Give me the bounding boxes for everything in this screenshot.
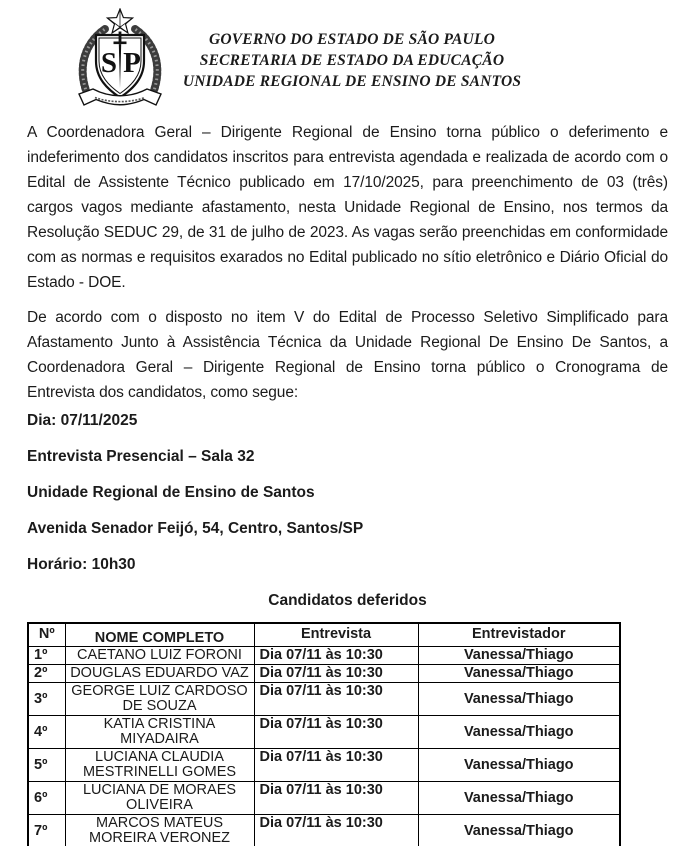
- detail-interview-room: Entrevista Presencial – Sala 32: [27, 448, 255, 465]
- candidate-interviewer: Vanessa/Thiago: [418, 647, 620, 665]
- candidate-interview: Dia 07/11 às 10:30: [254, 815, 418, 846]
- candidates-table-body: [28, 647, 620, 846]
- candidate-interviewer: Vanessa/Thiago: [418, 665, 620, 683]
- candidate-rank: 2º: [28, 665, 65, 683]
- column-header-interview: Entrevista: [254, 623, 418, 647]
- table-row: [28, 683, 620, 716]
- candidate-interviewer: Vanessa/Thiago: [418, 683, 620, 716]
- table-row: [28, 815, 620, 846]
- candidate-rank: 6º: [28, 782, 65, 815]
- paragraph-deferimento: A Coordenadora Geral – Dirigente Regional de Ensino torna público o deferimento e indeferimento dos candidatos inscritos para entrevista agendada e realizada de acordo com o Edital de Assistente Técnico publicado em 17/10/2025, para preenchimento de 03 (três) cargos vagos mediante afastamento, nesta Unidade Regional de Ensino, nos termos da Resolução SEDUC 29, de 31 de julho de 2023. As vagas serão preenchidas em conformidade com as normas e requisitos exarados no Edital publicado no sítio eletrônico e Diário Oficial do Estado - DOE.: [27, 124, 668, 291]
- candidate-interview: Dia 07/11 às 10:30: [254, 749, 418, 782]
- column-header-interviewer: Entrevistador: [418, 623, 620, 647]
- candidate-name: DOUGLAS EDUARDO VAZ: [65, 665, 254, 683]
- detail-address: Avenida Senador Feijó, 54, Centro, Santos/SP: [27, 520, 364, 537]
- candidates-table: [27, 622, 621, 846]
- candidate-interview: Dia 07/11 às 10:30: [254, 782, 418, 815]
- svg-text:P: P: [123, 47, 141, 79]
- candidate-name: LUCIANA DE MORAES OLIVEIRA: [65, 782, 254, 815]
- candidate-interviewer: Vanessa/Thiago: [418, 782, 620, 815]
- candidate-interview: Dia 07/11 às 10:30: [254, 647, 418, 665]
- candidate-interviewer: Vanessa/Thiago: [418, 749, 620, 782]
- letterhead-line-secretariat: SECRETARIA DE ESTADO DA EDUCAÇÃO: [199, 52, 505, 69]
- candidate-interview: Dia 07/11 às 10:30: [254, 716, 418, 749]
- candidate-name: LUCIANA CLAUDIA MESTRINELLI GOMES: [65, 749, 254, 782]
- candidate-name: CAETANO LUIZ FORONI: [65, 647, 254, 665]
- candidate-interview: Dia 07/11 às 10:30: [254, 683, 418, 716]
- candidate-name: MARCOS MATEUS MOREIRA VERONEZ: [65, 815, 254, 846]
- table-row: [28, 716, 620, 749]
- candidate-rank: 4º: [28, 716, 65, 749]
- candidate-interviewer: Vanessa/Thiago: [418, 716, 620, 749]
- detail-date: Dia: 07/11/2025: [27, 412, 138, 429]
- document-header: [27, 8, 668, 120]
- table-row: [28, 665, 620, 683]
- table-title: Candidatos deferidos: [268, 592, 427, 609]
- candidate-name: KATIA CRISTINA MIYADAIRA: [65, 716, 254, 749]
- letterhead-line-government: GOVERNO DO ESTADO DE SÃO PAULO: [208, 31, 496, 48]
- paragraph-cronograma: De acordo com o disposto no item V do Edital de Processo Seletivo Simplificado para Afastamento Junto à Assistência Técnica da Unidade Regional De Ensino De Santos, a Coordenadora Geral – Dirigente Regional de Ensino torna público o Cronograma de Entrevista dos candidatos, como segue:: [27, 309, 668, 401]
- candidate-interviewer: Vanessa/Thiago: [418, 815, 620, 846]
- column-header-number: Nº: [28, 623, 65, 647]
- detail-unit: Unidade Regional de Ensino de Santos: [27, 484, 315, 501]
- table-row: [28, 647, 620, 665]
- candidate-name: GEORGE LUIZ CARDOSO DE SOUZA: [65, 683, 254, 716]
- candidates-table-header: [28, 623, 620, 647]
- candidate-rank: 1º: [28, 647, 65, 665]
- column-header-full-name: NOME COMPLETO: [65, 623, 254, 647]
- letterhead-line-regional-unit: UNIDADE REGIONAL DE ENSINO DE SANTOS: [182, 73, 522, 90]
- document-body: [27, 120, 668, 846]
- candidate-rank: 5º: [28, 749, 65, 782]
- svg-text:S: S: [100, 47, 118, 79]
- candidate-rank: 3º: [28, 683, 65, 716]
- table-row: [28, 749, 620, 782]
- candidate-interview: Dia 07/11 às 10:30: [254, 665, 418, 683]
- table-row: [28, 782, 620, 815]
- sao-paulo-coat-of-arms-icon: [65, 8, 175, 114]
- detail-time: Horário: 10h30: [27, 556, 136, 573]
- candidate-rank: 7º: [28, 815, 65, 846]
